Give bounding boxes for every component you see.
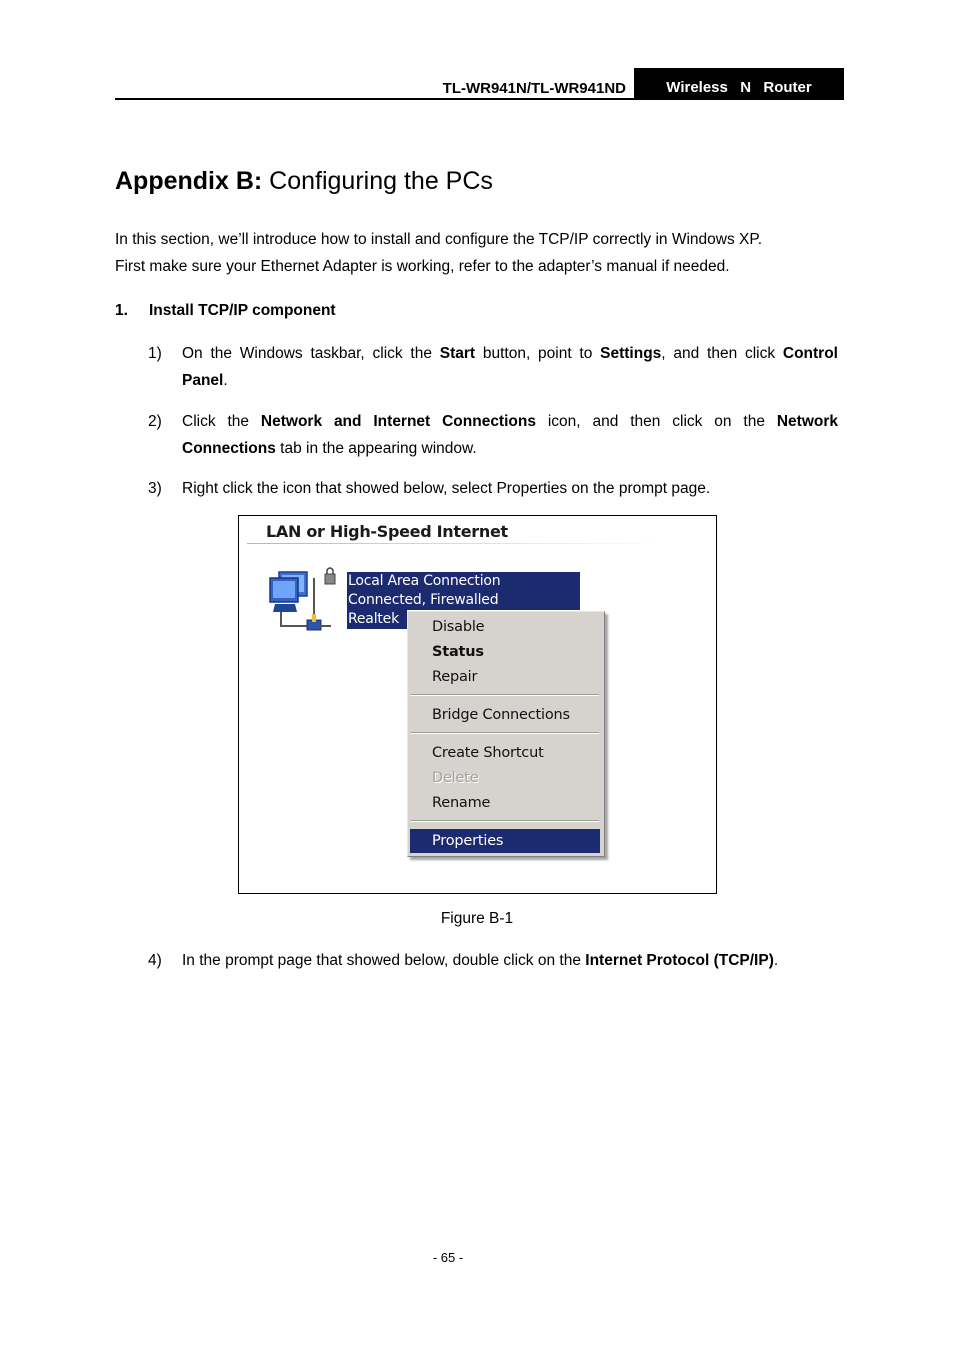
menu-item-properties[interactable]: Properties [410,829,600,853]
step-number: 4) [148,952,162,969]
step-text-part: icon, and then click on the [535,413,777,430]
connection-name: Local Area Connection [348,573,501,589]
step-text: Right click the icon that showed below, select Properties on the prompt page. [182,480,711,497]
step-bold-control-panel: Control Panel [182,345,838,389]
step-3 [148,475,838,502]
page-number: - 65 - [432,1250,464,1265]
connection-label-selected[interactable] [347,572,580,610]
step-text-part: In the prompt page that showed below, double click on the [182,952,586,969]
step-text [182,408,838,462]
title-rest: Configuring the PCs [262,167,493,195]
page-header [115,68,844,100]
menu-item-repair[interactable]: Repair [432,669,478,685]
step-1 [148,340,838,394]
step-text [182,947,838,974]
step-number: 1) [148,345,162,362]
step-text-part: tab in the appearing window. [275,440,477,457]
step-bold-start: Start [439,345,476,362]
step-text-part: On the Windows taskbar, click the [182,345,440,362]
network-connection-icon[interactable] [267,566,345,640]
connection-device-label [347,610,407,629]
menu-item-disable[interactable]: Disable [432,619,485,635]
menu-separator [411,694,599,696]
connection-status: Connected, Firewalled [348,592,499,608]
step-text-part: . [773,952,779,969]
step-text-part: button, point to [475,345,601,362]
connection-device: Realtek [348,611,399,627]
menu-item-delete: Delete [432,770,479,786]
intro-line-2: First make sure your Ethernet Adapter is working, refer to the adapter’s manual if needed. [115,258,730,275]
step-number: 3) [148,480,162,497]
step-text-part: . [223,372,228,389]
step-2 [148,408,838,462]
step-bold-network-connections: Network Connections [182,413,838,457]
figure-heading: LAN or High-Speed Internet [266,522,508,541]
figure-network-connections [238,515,717,894]
title-bold: Appendix B: [115,167,263,195]
product-name-bar [634,68,844,100]
menu-item-bridge-connections[interactable]: Bridge Connections [432,707,570,723]
menu-item-rename[interactable]: Rename [432,795,491,811]
section-number: 1. [115,302,128,319]
step-bold-settings: Settings [600,345,662,362]
product-name: Wireless N Router [666,79,812,96]
header-rule [115,98,844,100]
intro-paragraph [115,226,838,280]
context-menu [407,611,605,857]
figure-heading-line [247,543,662,544]
step-bold-network-internet: Network and Internet Connections [260,413,536,430]
menu-separator [411,732,599,734]
step-text [182,340,838,394]
intro-line-1: In this section, we’ll introduce how to install and configure the TCP/IP correctly in Windows XP. [115,231,763,248]
section-heading [115,302,336,320]
figure-caption: Figure B-1 [440,910,514,927]
section-title: Install TCP/IP component [149,302,336,319]
menu-item-status[interactable]: Status [432,644,484,660]
model-name: TL-WR941N/TL-WR941ND [442,80,626,97]
menu-item-create-shortcut[interactable]: Create Shortcut [432,745,544,761]
menu-separator [411,820,599,822]
step-bold-tcpip: Internet Protocol (TCP/IP) [585,952,774,969]
page-title [115,167,493,196]
step-4 [148,947,838,974]
step-text-part: Click the [182,413,261,430]
step-text-part: , and then click [661,345,783,362]
step-number: 2) [148,413,162,430]
